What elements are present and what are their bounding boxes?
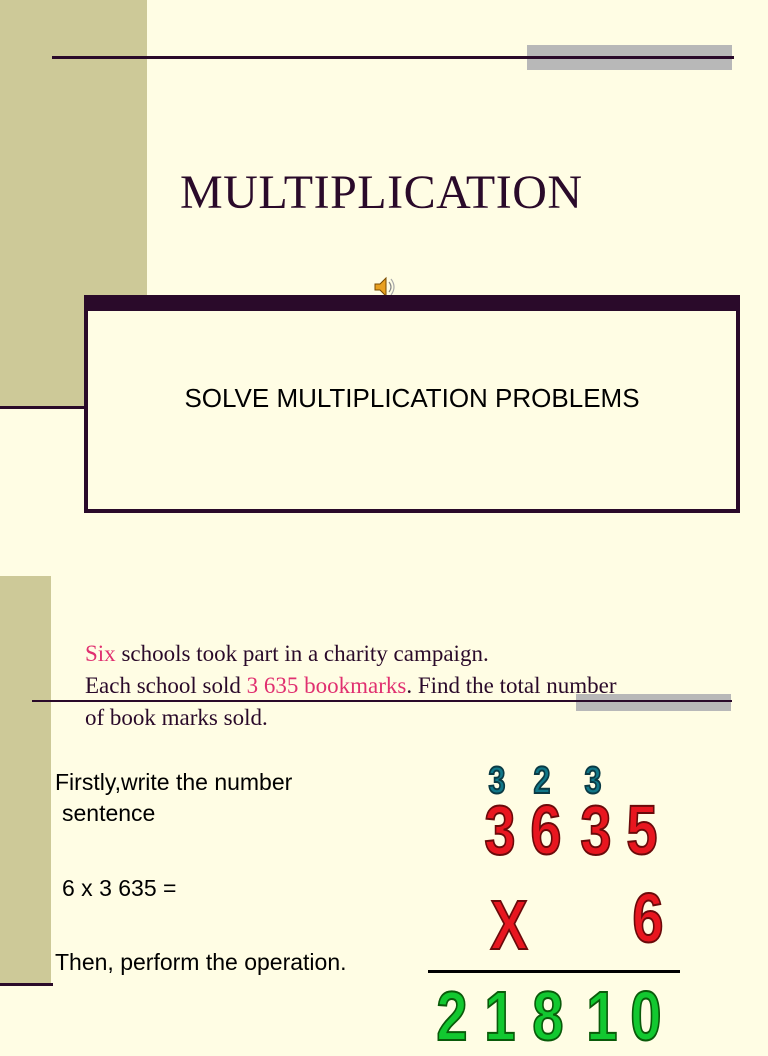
- problem-line-3: of book marks sold.: [85, 705, 268, 730]
- multiplier-digit: 6: [632, 879, 664, 957]
- top-rule: [52, 56, 734, 59]
- multiply-operator: X: [490, 886, 528, 964]
- carry-digit: 3: [488, 760, 506, 802]
- slide-subtitle: SOLVE MULTIPLICATION PROBLEMS: [184, 383, 640, 413]
- result-digit: 1: [484, 977, 516, 1055]
- problem-text: schools took part in a charity campaign.: [115, 641, 489, 666]
- multiplicand-digit: 3: [484, 791, 516, 869]
- side-rule: [0, 983, 53, 986]
- highlight-bookmarks: 3 635 bookmarks: [246, 673, 407, 698]
- result-digit: 8: [532, 977, 564, 1055]
- problem-line-2: [85, 670, 725, 702]
- side-band: [0, 576, 51, 986]
- side-rule: [0, 406, 85, 409]
- slide-title: MULTIPLICATION: [180, 166, 583, 219]
- answer-line: [428, 970, 680, 973]
- step-2-text: Then, perform the operation.: [55, 949, 347, 975]
- multiplicand-digit: 5: [626, 791, 658, 869]
- multiplicand-digit: 3: [580, 791, 612, 869]
- problem-text: Each school sold: [85, 673, 247, 698]
- result-digit: 1: [586, 977, 618, 1055]
- carry-digit: 3: [584, 760, 602, 802]
- multiplicand-digit: 6: [530, 791, 562, 869]
- step-1-text: Firstly,write the number: [55, 769, 293, 795]
- problem-text: . Find the total number: [406, 673, 617, 698]
- word-problem: [85, 638, 725, 734]
- subtitle-box: [84, 295, 740, 513]
- step-1-text-cont: sentence: [62, 800, 156, 826]
- highlight-six: Six: [85, 641, 116, 666]
- result-digit: 2: [436, 977, 468, 1055]
- number-sentence: 6 x 3 635 =: [62, 875, 177, 901]
- carry-digit: 2: [533, 760, 551, 802]
- result-digit: 0: [630, 977, 662, 1055]
- problem-line-1: [85, 638, 725, 670]
